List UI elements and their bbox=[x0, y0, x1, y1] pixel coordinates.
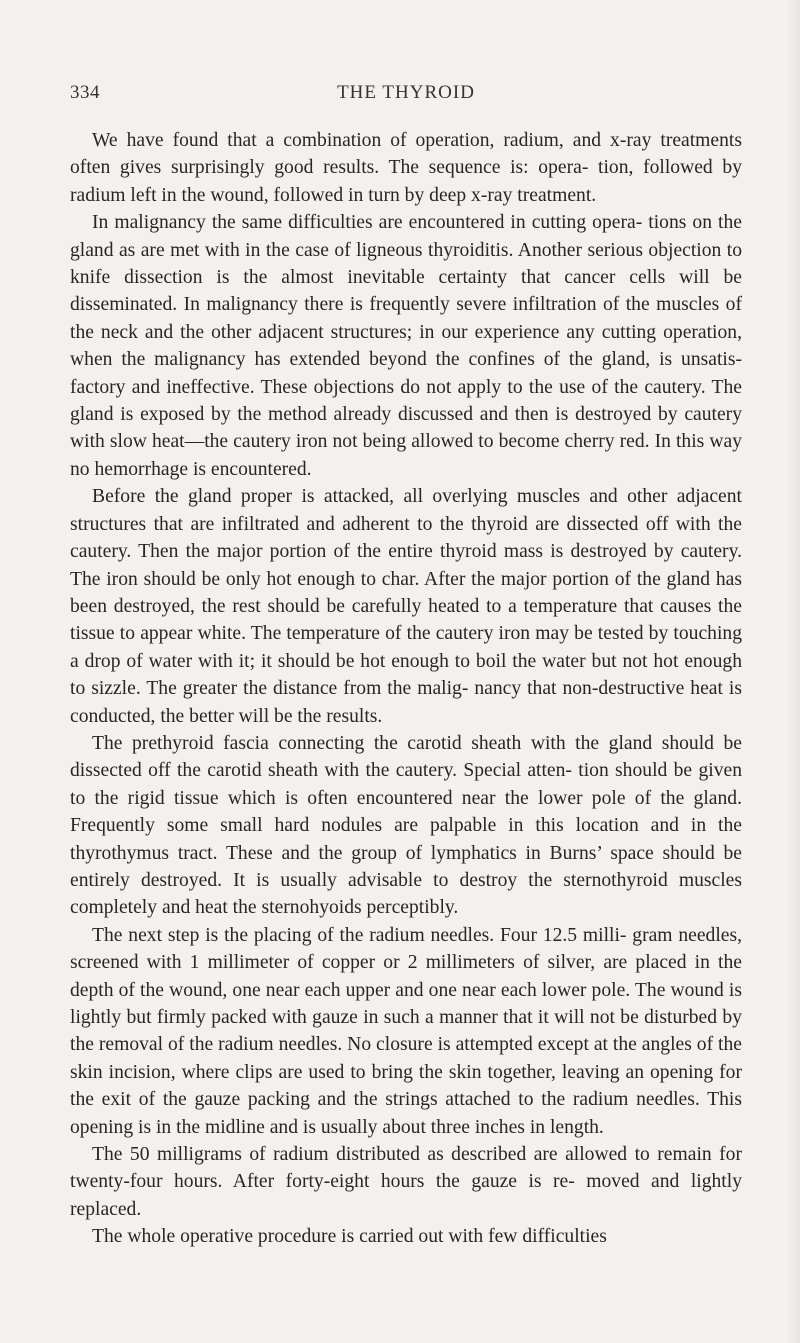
paragraph: We have found that a combination of operation, radium, and x-ray treatments often gives surprisingly good results. The sequence is: opera- tion, followed by radium left in the wound, followed in turn by deep x-ray treatment. bbox=[70, 130, 742, 206]
paragraph: In malignancy the same difficulties are encountered in cutting opera- tions on the gland as are met with in the case of ligneous thyroiditis. Another serious objection to knife dissection is the almost inevitable certainty that cancer cells will be disseminated. In malignancy there is frequently severe infiltration of the muscles of the neck and the other adjacent structures; in our experience any cutting operation, when the malignancy has extended beyond the confines of the gland, is unsatis- factory and ineffective. These objections do not apply to the use of the cautery. The gland is exposed by the method already discussed and then is destroyed by cautery with slow heat—the cautery iron not being allowed to become cherry red. In this way no hemorrhage is encountered. bbox=[70, 212, 742, 480]
paragraph: The whole operative procedure is carried out with few difficulties bbox=[92, 1226, 607, 1248]
paragraph: Before the gland proper is attacked, all overlying muscles and other adjacent structures that are infiltrated and adherent to the thyroid are dissected off with the cautery. Then the major portion of the entire thyroid mass is destroyed by cautery. The iron should be only hot enough to char. After the major portion of the gland has been destroyed, the rest should be carefully heated to a temperature that causes the tissue to appear white. The temperature of the cautery iron may be tested by touching a drop of water with it; it should be hot enough to boil the water but not hot enough to sizzle. The greater the distance from the malig- nancy that non-destructive heat is conducted, the better will be the results. bbox=[70, 486, 742, 727]
paragraph: The 50 milligrams of radium distributed as described are allowed to remain for twenty-four hours. After forty-eight hours the gauze is re- moved and lightly replaced. bbox=[70, 1144, 742, 1220]
page-number: 334 bbox=[70, 82, 100, 103]
running-head bbox=[70, 82, 742, 108]
paragraph: The next step is the placing of the radium needles. Four 12.5 milli- gram needles, screened with 1 millimeter of copper or 2 millimeters of silver, are placed in the depth of the wound, one near each upper and one near each lower pole. The wound is lightly but firmly packed with gauze in such a manner that it will not be disturbed by the removal of the radium needles. No closure is attempted except at the angles of the skin incision, where clips are used to bring the skin together, leaving an opening for the exit of the gauze packing and the strings attached to the radium needles. This opening is in the midline and is usually about three inches in length. bbox=[70, 924, 742, 1138]
body-text bbox=[70, 127, 742, 1251]
paragraph: The prethyroid fascia connecting the carotid sheath with the gland should be dissected off the carotid sheath with the cautery. Special atten- tion should be given to the rigid tissue which is often encountered near the lower pole of the gland. Frequently some small hard nodules are palpable in this location and in the thyrothymus tract. These and the group of lymphatics in Burns’ space should be entirely destroyed. It is usually advisable to destroy the sternothyroid muscles completely and heat the sternohyoids perceptibly. bbox=[70, 732, 742, 919]
running-title: THE THYROID bbox=[337, 82, 475, 103]
page-edge-shadow bbox=[786, 0, 800, 1343]
